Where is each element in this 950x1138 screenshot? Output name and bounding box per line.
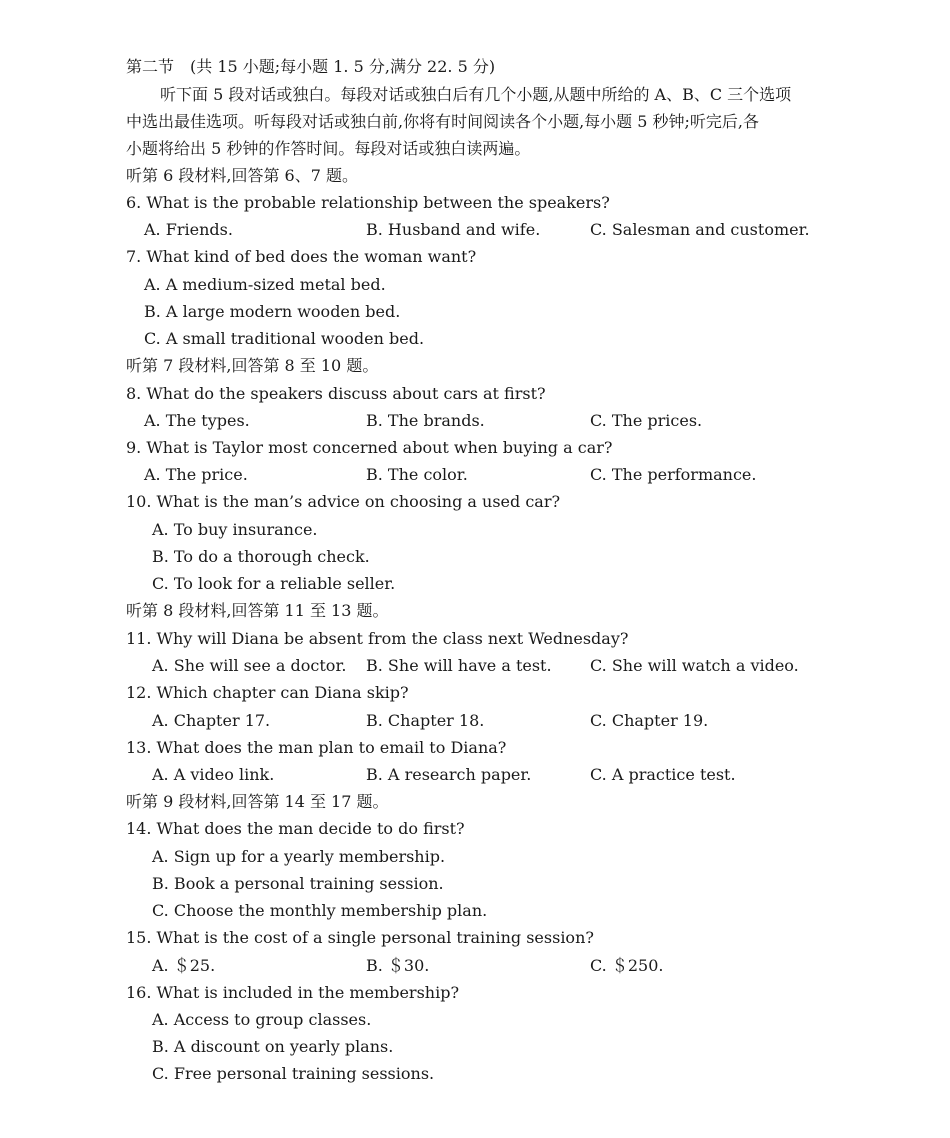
group-header: 听第 7 段材料,回答第 8 至 10 题。 [126, 356, 379, 375]
instruction-line: 中选出最佳选项。听每段对话或独白前,你将有时间阅读各个小题,每小题 5 秒钟;听完后,各 [126, 112, 760, 131]
question-stem: 13. What does the man plan to email to Diana? [126, 738, 507, 757]
option-a: A. Friends. [144, 220, 233, 239]
option-b: B. Book a personal training session. [152, 874, 444, 893]
option-b: B. A discount on yearly plans. [152, 1037, 394, 1056]
option-b: B. ＄30. [366, 956, 430, 975]
option-a: A. Sign up for a yearly membership. [152, 847, 446, 866]
option-a: A. A video link. [152, 765, 275, 784]
option-a: A. To buy insurance. [152, 520, 318, 539]
option-a: A. Access to group classes. [152, 1010, 372, 1029]
question-stem: 6. What is the probable relationship between the speakers? [126, 193, 610, 212]
question-stem: 16. What is included in the membership? [126, 983, 460, 1002]
option-c: C. She will watch a video. [590, 656, 799, 675]
option-b: B. The brands. [366, 411, 485, 430]
group-header: 听第 8 段材料,回答第 11 至 13 题。 [126, 601, 389, 620]
question-stem: 9. What is Taylor most concerned about when buying a car? [126, 438, 613, 457]
option-a: A. The types. [144, 411, 250, 430]
section-title: 第二节 (共 15 小题;每小题 1. 5 分,满分 22. 5 分) [126, 57, 496, 76]
instruction-line: 听下面 5 段对话或独白。每段对话或独白后有几个小题,从题中所给的 A、B、C 三个选项 [160, 85, 792, 104]
option-a: A. The price. [144, 465, 248, 484]
option-c: C. ＄250. [590, 956, 664, 975]
option-b: B. A large modern wooden bed. [144, 302, 401, 321]
question-stem: 15. What is the cost of a single personal training session? [126, 928, 594, 947]
question-stem: 11. Why will Diana be absent from the class next Wednesday? [126, 629, 629, 648]
question-stem: 10. What is the man’s advice on choosing a used car? [126, 492, 561, 511]
option-c: C. To look for a reliable seller. [152, 574, 396, 593]
option-c: C. The performance. [590, 465, 757, 484]
option-a: A. She will see a doctor. [152, 656, 347, 675]
option-a: A. Chapter 17. [152, 711, 271, 730]
question-stem: 8. What do the speakers discuss about cars at first? [126, 384, 546, 403]
question-stem: 14. What does the man decide to do first? [126, 819, 465, 838]
option-b: B. She will have a test. [366, 656, 552, 675]
option-c: C. Chapter 19. [590, 711, 709, 730]
option-b: B. To do a thorough check. [152, 547, 370, 566]
instruction-line: 小题将给出 5 秒钟的作答时间。每段对话或独白读两遍。 [126, 139, 531, 158]
group-header: 听第 6 段材料,回答第 6、7 题。 [126, 166, 358, 185]
option-a: A. A medium-sized metal bed. [144, 275, 386, 294]
question-stem: 12. Which chapter can Diana skip? [126, 683, 409, 702]
option-b: B. A research paper. [366, 765, 532, 784]
option-c: C. Salesman and customer. [590, 220, 810, 239]
question-stem: 7. What kind of bed does the woman want? [126, 247, 477, 266]
option-c: C. Free personal training sessions. [152, 1064, 435, 1083]
option-b: B. Chapter 18. [366, 711, 485, 730]
option-c: C. Choose the monthly membership plan. [152, 901, 488, 920]
option-a: A. ＄25. [152, 956, 216, 975]
option-b: B. Husband and wife. [366, 220, 541, 239]
option-c: C. A practice test. [590, 765, 736, 784]
option-c: C. A small traditional wooden bed. [144, 329, 425, 348]
group-header: 听第 9 段材料,回答第 14 至 17 题。 [126, 792, 389, 811]
option-b: B. The color. [366, 465, 468, 484]
option-c: C. The prices. [590, 411, 703, 430]
